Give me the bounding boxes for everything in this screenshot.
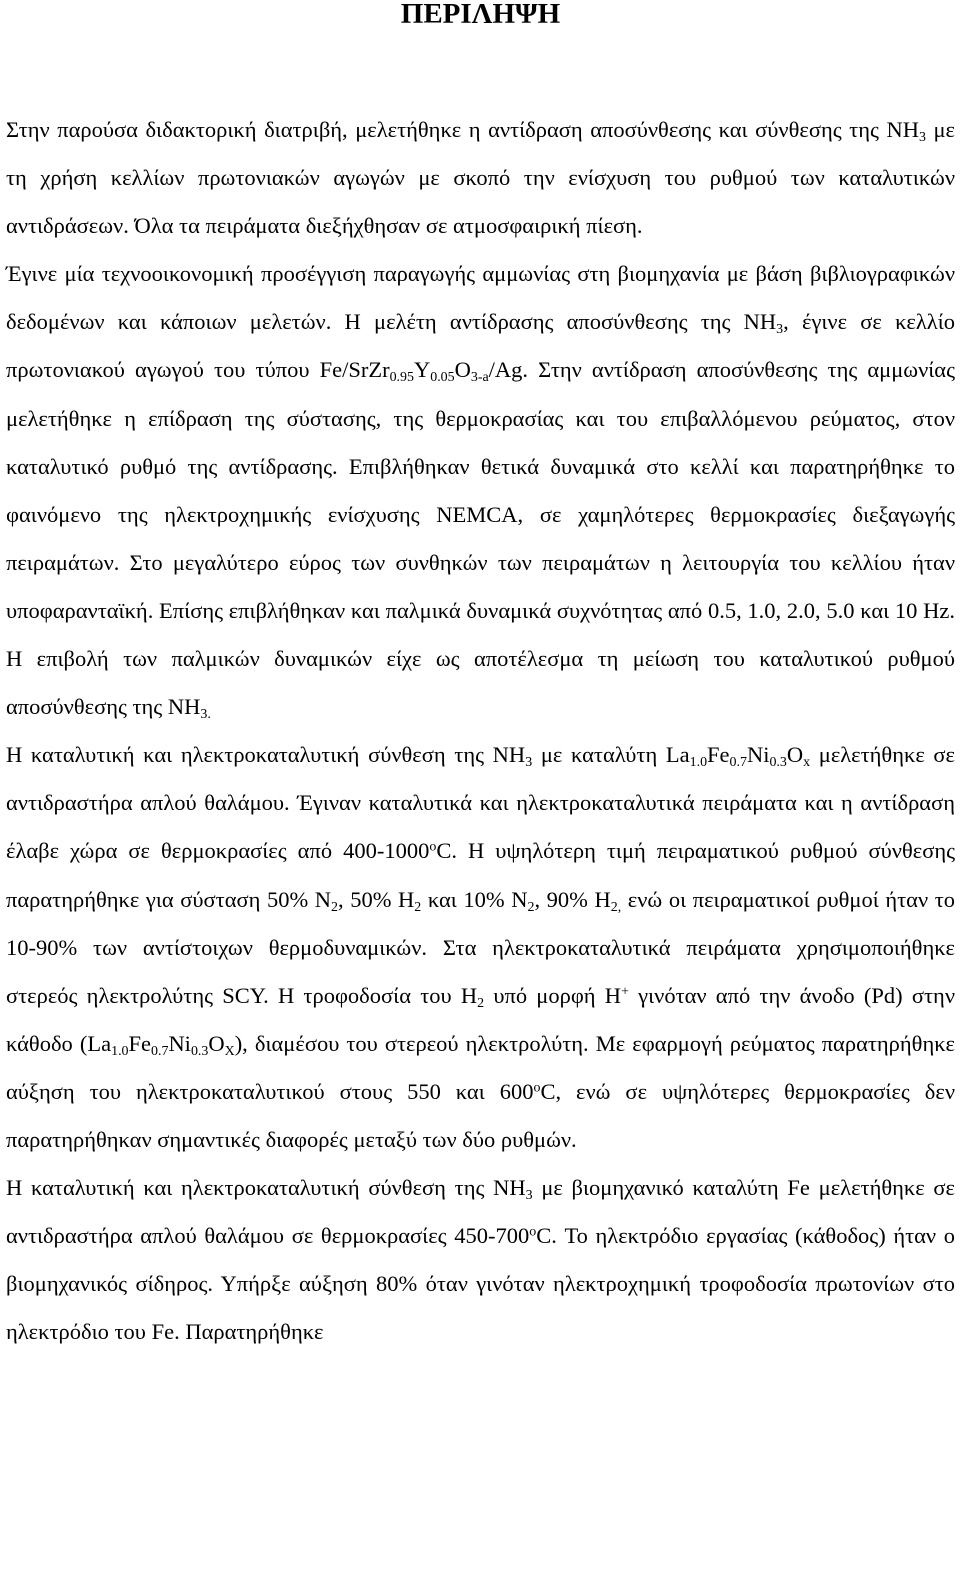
superscript: o bbox=[429, 839, 437, 855]
subscript: 3 bbox=[776, 322, 784, 338]
text-run: με βιομηχανικό καταλύτη Fe μελετήθηκε σε αντιδραστήρα απλού θαλάμου σε θερμοκρασίες 450-700 bbox=[6, 1175, 955, 1249]
subscript: 3 bbox=[525, 755, 533, 771]
text-run: Fe bbox=[707, 742, 730, 768]
text-run: γινόταν από την άνοδο (Pd) στην κάθοδο (La bbox=[6, 982, 955, 1056]
paragraph-intro bbox=[6, 99, 955, 250]
text-run: υπό μορφή H bbox=[484, 982, 622, 1008]
page-title: ΠΕΡΙΛΗΨΗ bbox=[400, 0, 561, 30]
paragraph-synthesis-fe bbox=[6, 1164, 955, 1356]
subscript: x bbox=[803, 755, 811, 771]
text-run: O bbox=[454, 357, 471, 383]
subscript: 3 bbox=[918, 129, 926, 145]
superscript: + bbox=[621, 984, 629, 1000]
subscript: 1.0 bbox=[689, 755, 708, 771]
superscript: o bbox=[529, 1224, 537, 1240]
subscript: 3-a bbox=[470, 370, 489, 386]
subscript: 0.3 bbox=[190, 1043, 209, 1059]
paragraph-decomposition bbox=[6, 250, 955, 731]
subscript: 3. bbox=[200, 707, 211, 723]
text-run: /Ag. Στην αντίδραση αποσύνθεσης της αμμωνίας μελετήθηκε η επίδραση της σύστασης, της θερμοκρασίας και του επιβαλλόμενου ρεύματος, στον καταλυτικό ρυθμό της αντίδρασης. Επιβλήθηκαν θετικά δυναμικά στο κελλί και παρατηρήθηκε το φαινόμενο της ηλεκτροχημικής ενίσχυσης NEMCA, σε χαμηλότερες θερμοκρασίες διεξαγωγής πειραμάτων. Στο μεγαλύτερο εύρος των συνθηκών των πειραμάτων η λειτουργία του κελλίου ήταν υποφαρανταϊκή. Επίσης επιβλήθηκαν και παλμικά δυναμικά συχνότητας από 0.5, 1.0, 2.0, 5.0 και 10 Hz. Η επιβολή των παλμικών δυναμικών είχε ως αποτέλεσμα τη μείωση του καταλυτικού ρυθμού αποσύνθεσης της NH bbox=[6, 357, 956, 720]
text-run: με καταλύτη La bbox=[532, 742, 690, 768]
subscript: 0.05 bbox=[430, 370, 455, 386]
subscript: 2 bbox=[331, 899, 338, 915]
text-run: μελετήθηκε σε αντιδραστήρα απλού θαλάμου. Έγιναν καταλυτικά και ηλεκτροκαταλυτικά πειράματα και η αντίδραση έλαβε χώρα σε θερμοκρασίες από 400-1000 bbox=[6, 742, 956, 864]
subscript: 0.7 bbox=[151, 1043, 169, 1059]
subscript: 2 bbox=[477, 995, 485, 1011]
text-run: με τη χρήση κελλίων πρωτονιακών αγωγών με σκοπό την ενίσχυση του ρυθμού των καταλυτικών αντιδράσεων. Όλα τα πειράματα διεξήχθησαν σε ατμοσφαιρική πίεση. bbox=[6, 117, 955, 239]
text-run: C. Η υψηλότερη τιμή πειραματικού ρυθμού σύνθεσης παρατηρήθηκε για σύσταση 50% N bbox=[6, 838, 955, 912]
text-run: C, ενώ σε υψηλότερες θερμοκρασίες δεν παρατηρήθηκαν σημαντικές διαφορές μεταξύ των δύο ρυθμών. bbox=[6, 1078, 955, 1152]
text-run: Y bbox=[413, 357, 431, 383]
subscript: 0.3 bbox=[769, 755, 787, 771]
subscript: 0.95 bbox=[389, 370, 414, 386]
superscript: o bbox=[533, 1080, 541, 1096]
subscript: X bbox=[224, 1043, 235, 1059]
text-run: Η καταλυτική και ηλεκτροκαταλυτική σύνθεση της NH bbox=[6, 742, 526, 768]
text-run: Ni bbox=[746, 742, 770, 768]
text-run: Στην παρούσα διδακτορική διατριβή, μελετήθηκε η αντίδραση αποσύνθεσης και σύνθεσης της NH bbox=[6, 117, 919, 142]
text-run: Fe bbox=[128, 1030, 152, 1056]
text-run: Έγινε μία τεχνοοικονομική προσέγγιση παραγωγής αμμωνίας στη βιομηχανία με βάση βιβλιογραφικών δεδομένων και κάποιων μελετών. Η μελέτη αντίδρασης αποσύνθεσης της NH bbox=[6, 261, 955, 335]
text-run: , έγινε σε κελλίο πρωτονιακού αγωγού του τύπου Fe/SrZr bbox=[6, 309, 955, 383]
text-run: O bbox=[786, 742, 804, 768]
subscript: 1.0 bbox=[111, 1043, 129, 1059]
subscript: 2, bbox=[610, 899, 622, 915]
paragraph-synthesis-lafeni bbox=[6, 731, 955, 1164]
text-run: Η καταλυτική και ηλεκτροκαταλυτική σύνθεση της NH bbox=[6, 1175, 526, 1201]
text-run: Ni bbox=[168, 1030, 191, 1056]
subscript: 0.7 bbox=[729, 755, 747, 771]
text-run: C. Το ηλεκτρόδιο εργασίας (κάθοδος) ήταν ο βιομηχανικός σίδηρος. Υπήρξε αύξηση 80% όταν γινόταν ηλεκτροχημική τροφοδοσία πρωτονίων στο ηλεκτρόδιο του Fe. Παρατηρήθηκε bbox=[6, 1223, 955, 1345]
subscript: 2 bbox=[527, 899, 535, 915]
subscript: 2 bbox=[414, 899, 422, 915]
text-run: O bbox=[208, 1030, 225, 1056]
text-run: , 90% H bbox=[534, 886, 611, 912]
text-run: ), διαμέσου του στερεού ηλεκτρολύτη. Με εφαρμογή ρεύματος παρατηρήθηκε αύξηση του ηλεκτροκαταλυτικού στους 550 και 600 bbox=[6, 1030, 955, 1104]
text-run: και 10% N bbox=[421, 886, 528, 912]
text-run: , 50% H bbox=[338, 886, 415, 912]
text-run: ενώ οι πειραματικοί ρυθμοί ήταν το 10-90% των αντίστοιχων θερμοδυναμικών. Στα ηλεκτροκαταλυτικά πειράματα χρησιμοποιήθηκε στερεός ηλεκτρολύτης SCY. Η τροφοδοσία του H bbox=[6, 886, 956, 1008]
subscript: 3 bbox=[525, 1187, 533, 1203]
